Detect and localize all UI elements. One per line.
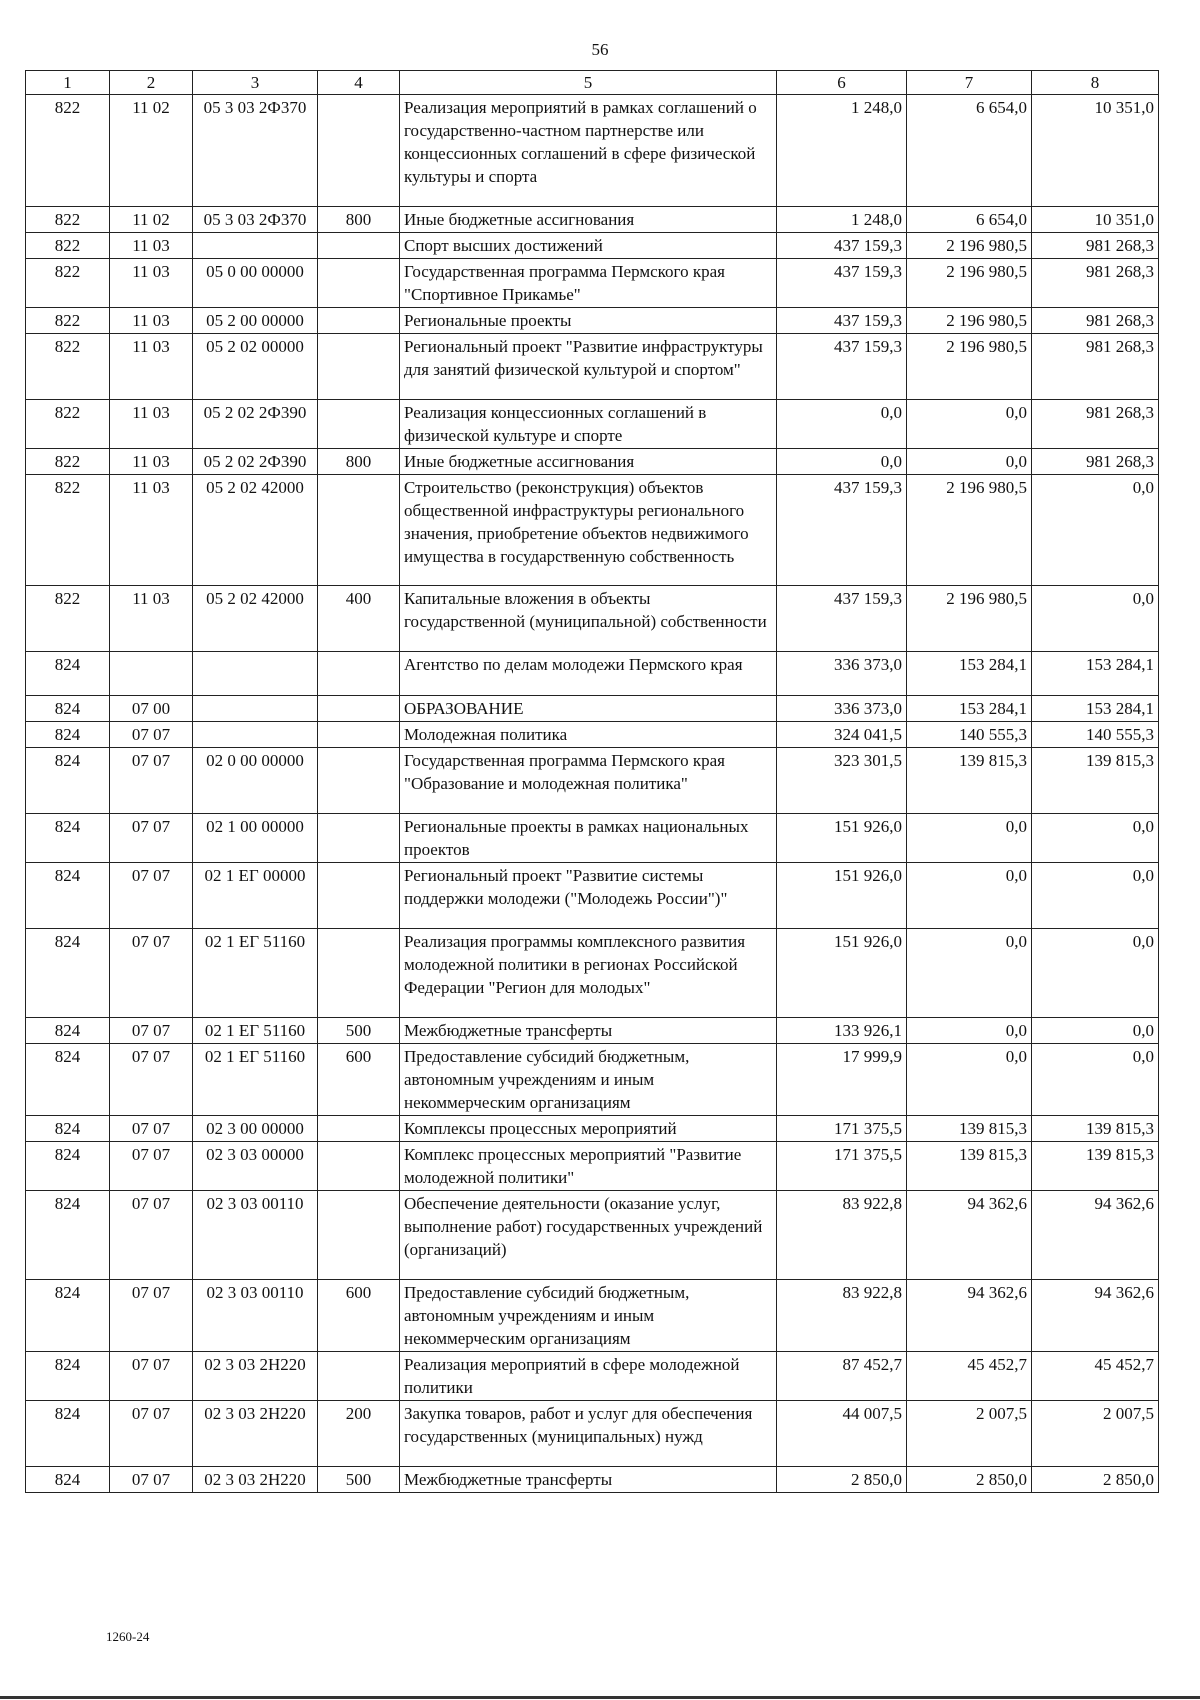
cell-section: 07 07 (110, 1116, 193, 1142)
cell-expense-type: 800 (318, 449, 400, 475)
cell-amount-2024: 2 850,0 (777, 1467, 907, 1493)
cell-amount-2025: 2 196 980,5 (907, 586, 1032, 652)
cell-amount-2025: 2 196 980,5 (907, 259, 1032, 308)
cell-amount-2024: 323 301,5 (777, 748, 907, 814)
cell-name: Реализация программы комплексного развития молодежной политики в регионах Российской Федерации "Регион для молодых" (400, 929, 777, 1018)
cell-target-article: 05 2 00 00000 (193, 308, 318, 334)
cell-section: 11 03 (110, 475, 193, 586)
cell-amount-2025: 2 196 980,5 (907, 334, 1032, 400)
cell-target-article: 02 0 00 00000 (193, 748, 318, 814)
cell-amount-2024: 83 922,8 (777, 1191, 907, 1280)
cell-section: 07 07 (110, 1401, 193, 1467)
cell-section: 07 00 (110, 696, 193, 722)
cell-name: Строительство (реконструкция) объектов общественной инфраструктуры регионального значения, приобретение объектов недвижимого имущества в государственную собственность (400, 475, 777, 586)
cell-amount-2026: 10 351,0 (1032, 207, 1159, 233)
cell-admin-code: 822 (26, 308, 110, 334)
cell-name: Региональный проект "Развитие системы поддержки молодежи ("Молодежь России")" (400, 863, 777, 929)
cell-target-article: 02 1 00 00000 (193, 814, 318, 863)
cell-admin-code: 824 (26, 1401, 110, 1467)
cell-name: Государственная программа Пермского края "Образование и молодежная политика" (400, 748, 777, 814)
cell-target-article: 02 3 03 00110 (193, 1280, 318, 1352)
cell-expense-type (318, 475, 400, 586)
cell-expense-type (318, 400, 400, 449)
cell-admin-code: 824 (26, 696, 110, 722)
cell-section: 11 03 (110, 586, 193, 652)
cell-target-article: 02 3 03 00000 (193, 1142, 318, 1191)
cell-amount-2025: 0,0 (907, 863, 1032, 929)
cell-admin-code: 824 (26, 1191, 110, 1280)
cell-admin-code: 822 (26, 449, 110, 475)
cell-amount-2026: 139 815,3 (1032, 1142, 1159, 1191)
cell-amount-2026: 0,0 (1032, 475, 1159, 586)
cell-name: Предоставление субсидий бюджетным, автономным учреждениям и иным некоммерческим организациям (400, 1044, 777, 1116)
cell-amount-2026: 153 284,1 (1032, 696, 1159, 722)
cell-target-article: 02 1 ЕГ 51160 (193, 1044, 318, 1116)
cell-amount-2024: 324 041,5 (777, 722, 907, 748)
cell-amount-2026: 140 555,3 (1032, 722, 1159, 748)
cell-section: 07 07 (110, 1280, 193, 1352)
table-row (26, 400, 1159, 449)
header-row (26, 71, 1159, 95)
table-row (26, 1044, 1159, 1116)
cell-expense-type: 400 (318, 586, 400, 652)
cell-amount-2026: 139 815,3 (1032, 1116, 1159, 1142)
cell-name: Межбюджетные трансферты (400, 1018, 777, 1044)
cell-name: Закупка товаров, работ и услуг для обеспечения государственных (муниципальных) нужд (400, 1401, 777, 1467)
cell-expense-type (318, 748, 400, 814)
cell-expense-type: 200 (318, 1401, 400, 1467)
table-row (26, 1142, 1159, 1191)
cell-amount-2026: 981 268,3 (1032, 308, 1159, 334)
cell-admin-code: 824 (26, 1467, 110, 1493)
cell-expense-type (318, 696, 400, 722)
cell-target-article: 02 3 03 2Н220 (193, 1352, 318, 1401)
cell-section: 07 07 (110, 1044, 193, 1116)
cell-name: Межбюджетные трансферты (400, 1467, 777, 1493)
cell-amount-2025: 0,0 (907, 1044, 1032, 1116)
cell-amount-2025: 139 815,3 (907, 1142, 1032, 1191)
cell-amount-2024: 171 375,5 (777, 1142, 907, 1191)
table-row (26, 814, 1159, 863)
cell-amount-2024: 437 159,3 (777, 586, 907, 652)
cell-name: Иные бюджетные ассигнования (400, 207, 777, 233)
document-code: 1260-24 (106, 1629, 150, 1644)
cell-admin-code: 824 (26, 1044, 110, 1116)
cell-target-article: 02 1 ЕГ 51160 (193, 1018, 318, 1044)
cell-amount-2025: 2 007,5 (907, 1401, 1032, 1467)
cell-amount-2026: 45 452,7 (1032, 1352, 1159, 1401)
cell-expense-type (318, 1191, 400, 1280)
cell-section: 11 03 (110, 449, 193, 475)
cell-amount-2026: 0,0 (1032, 863, 1159, 929)
cell-admin-code: 824 (26, 929, 110, 1018)
cell-amount-2024: 83 922,8 (777, 1280, 907, 1352)
cell-amount-2025: 94 362,6 (907, 1191, 1032, 1280)
cell-admin-code: 822 (26, 233, 110, 259)
table-row (26, 308, 1159, 334)
cell-target-article: 05 2 02 42000 (193, 475, 318, 586)
cell-expense-type: 600 (318, 1044, 400, 1116)
cell-section: 11 02 (110, 207, 193, 233)
cell-amount-2024: 437 159,3 (777, 233, 907, 259)
column-header: 4 (318, 71, 400, 95)
cell-name: Комплекс процессных мероприятий "Развитие молодежной политики" (400, 1142, 777, 1191)
table-row (26, 863, 1159, 929)
cell-amount-2026: 153 284,1 (1032, 652, 1159, 696)
column-header: 2 (110, 71, 193, 95)
cell-expense-type (318, 334, 400, 400)
table-body (26, 95, 1159, 1493)
cell-amount-2024: 1 248,0 (777, 207, 907, 233)
cell-section: 07 07 (110, 1467, 193, 1493)
cell-name: Капитальные вложения в объекты государственной (муниципальной) собственности (400, 586, 777, 652)
table-row (26, 1352, 1159, 1401)
cell-amount-2024: 171 375,5 (777, 1116, 907, 1142)
cell-section: 07 07 (110, 1191, 193, 1280)
cell-expense-type (318, 95, 400, 207)
cell-name: Агентство по делам молодежи Пермского края (400, 652, 777, 696)
cell-amount-2024: 133 926,1 (777, 1018, 907, 1044)
cell-admin-code: 822 (26, 586, 110, 652)
table-row (26, 748, 1159, 814)
page-bottom-edge (0, 1696, 1200, 1699)
cell-amount-2024: 17 999,9 (777, 1044, 907, 1116)
cell-amount-2026: 0,0 (1032, 1018, 1159, 1044)
budget-table (25, 70, 1159, 1493)
column-header: 8 (1032, 71, 1159, 95)
cell-section: 11 02 (110, 95, 193, 207)
cell-target-article: 05 3 03 2Ф370 (193, 95, 318, 207)
cell-amount-2024: 44 007,5 (777, 1401, 907, 1467)
cell-target-article (193, 722, 318, 748)
cell-name: Спорт высших достижений (400, 233, 777, 259)
table-row (26, 95, 1159, 207)
cell-amount-2024: 336 373,0 (777, 696, 907, 722)
cell-name: Государственная программа Пермского края "Спортивное Прикамье" (400, 259, 777, 308)
cell-name: ОБРАЗОВАНИЕ (400, 696, 777, 722)
cell-amount-2026: 2 850,0 (1032, 1467, 1159, 1493)
cell-amount-2024: 336 373,0 (777, 652, 907, 696)
cell-amount-2024: 437 159,3 (777, 259, 907, 308)
cell-name: Предоставление субсидий бюджетным, автономным учреждениям и иным некоммерческим организациям (400, 1280, 777, 1352)
cell-amount-2025: 0,0 (907, 400, 1032, 449)
cell-amount-2026: 94 362,6 (1032, 1191, 1159, 1280)
cell-section: 07 07 (110, 722, 193, 748)
cell-expense-type (318, 1116, 400, 1142)
cell-amount-2025: 6 654,0 (907, 207, 1032, 233)
cell-amount-2026: 0,0 (1032, 929, 1159, 1018)
cell-amount-2025: 0,0 (907, 1018, 1032, 1044)
cell-amount-2024: 1 248,0 (777, 95, 907, 207)
cell-amount-2024: 0,0 (777, 449, 907, 475)
cell-target-article: 02 1 ЕГ 00000 (193, 863, 318, 929)
table-row (26, 1467, 1159, 1493)
cell-admin-code: 824 (26, 652, 110, 696)
table-row (26, 696, 1159, 722)
column-header: 1 (26, 71, 110, 95)
table-row (26, 652, 1159, 696)
cell-admin-code: 824 (26, 748, 110, 814)
cell-amount-2024: 87 452,7 (777, 1352, 907, 1401)
cell-admin-code: 822 (26, 259, 110, 308)
cell-expense-type (318, 233, 400, 259)
cell-target-article (193, 652, 318, 696)
cell-amount-2026: 94 362,6 (1032, 1280, 1159, 1352)
cell-admin-code: 822 (26, 400, 110, 449)
table-row (26, 929, 1159, 1018)
cell-expense-type: 600 (318, 1280, 400, 1352)
cell-amount-2025: 0,0 (907, 929, 1032, 1018)
cell-amount-2025: 153 284,1 (907, 652, 1032, 696)
cell-amount-2026: 981 268,3 (1032, 334, 1159, 400)
cell-name: Региональный проект "Развитие инфраструктуры для занятий физической культурой и спортом" (400, 334, 777, 400)
cell-name: Региональные проекты в рамках национальных проектов (400, 814, 777, 863)
cell-section: 11 03 (110, 400, 193, 449)
column-header: 6 (777, 71, 907, 95)
table-row (26, 586, 1159, 652)
table-row (26, 1018, 1159, 1044)
cell-amount-2024: 151 926,0 (777, 863, 907, 929)
table-row (26, 1401, 1159, 1467)
cell-target-article (193, 233, 318, 259)
cell-target-article: 02 3 03 00110 (193, 1191, 318, 1280)
cell-amount-2025: 45 452,7 (907, 1352, 1032, 1401)
cell-expense-type (318, 652, 400, 696)
cell-amount-2026: 0,0 (1032, 814, 1159, 863)
cell-amount-2025: 94 362,6 (907, 1280, 1032, 1352)
cell-admin-code: 824 (26, 722, 110, 748)
cell-admin-code: 824 (26, 1018, 110, 1044)
cell-target-article: 05 2 02 2Ф390 (193, 449, 318, 475)
cell-name: Комплексы процессных мероприятий (400, 1116, 777, 1142)
cell-amount-2025: 0,0 (907, 449, 1032, 475)
cell-name: Реализация мероприятий в рамках соглашений о государственно-частном партнерстве или концессионных соглашений в сфере физической культуры и спорта (400, 95, 777, 207)
table-row (26, 259, 1159, 308)
cell-target-article: 02 3 03 2Н220 (193, 1401, 318, 1467)
cell-amount-2025: 140 555,3 (907, 722, 1032, 748)
cell-amount-2025: 139 815,3 (907, 1116, 1032, 1142)
cell-target-article: 05 2 02 42000 (193, 586, 318, 652)
cell-admin-code: 822 (26, 475, 110, 586)
cell-amount-2025: 2 196 980,5 (907, 475, 1032, 586)
cell-amount-2024: 437 159,3 (777, 334, 907, 400)
cell-target-article: 02 1 ЕГ 51160 (193, 929, 318, 1018)
cell-section: 07 07 (110, 1018, 193, 1044)
cell-amount-2025: 2 196 980,5 (907, 308, 1032, 334)
cell-section: 07 07 (110, 1352, 193, 1401)
cell-expense-type (318, 814, 400, 863)
cell-section: 11 03 (110, 334, 193, 400)
cell-target-article: 05 0 00 00000 (193, 259, 318, 308)
cell-expense-type (318, 259, 400, 308)
table-row (26, 334, 1159, 400)
table-row (26, 1191, 1159, 1280)
cell-admin-code: 824 (26, 863, 110, 929)
cell-amount-2024: 151 926,0 (777, 929, 907, 1018)
cell-amount-2025: 0,0 (907, 814, 1032, 863)
cell-amount-2026: 981 268,3 (1032, 449, 1159, 475)
cell-section (110, 652, 193, 696)
cell-amount-2025: 139 815,3 (907, 748, 1032, 814)
table-row (26, 475, 1159, 586)
cell-amount-2026: 2 007,5 (1032, 1401, 1159, 1467)
cell-expense-type: 500 (318, 1018, 400, 1044)
cell-expense-type (318, 1352, 400, 1401)
table-row (26, 449, 1159, 475)
cell-name: Реализация мероприятий в сфере молодежной политики (400, 1352, 777, 1401)
cell-admin-code: 822 (26, 207, 110, 233)
cell-section: 11 03 (110, 308, 193, 334)
table-row (26, 1116, 1159, 1142)
cell-admin-code: 824 (26, 1280, 110, 1352)
cell-target-article: 02 3 00 00000 (193, 1116, 318, 1142)
cell-target-article: 02 3 03 2Н220 (193, 1467, 318, 1493)
cell-expense-type: 800 (318, 207, 400, 233)
cell-section: 11 03 (110, 233, 193, 259)
cell-name: Молодежная политика (400, 722, 777, 748)
cell-target-article: 05 2 02 2Ф390 (193, 400, 318, 449)
page-number: 56 (591, 40, 609, 59)
cell-admin-code: 824 (26, 1116, 110, 1142)
column-header: 3 (193, 71, 318, 95)
cell-name: Обеспечение деятельности (оказание услуг, выполнение работ) государственных учреждений (организаций) (400, 1191, 777, 1280)
cell-expense-type (318, 1142, 400, 1191)
cell-amount-2024: 0,0 (777, 400, 907, 449)
cell-amount-2026: 10 351,0 (1032, 95, 1159, 207)
cell-section: 07 07 (110, 748, 193, 814)
cell-amount-2025: 2 196 980,5 (907, 233, 1032, 259)
cell-amount-2025: 6 654,0 (907, 95, 1032, 207)
cell-admin-code: 824 (26, 814, 110, 863)
table-row (26, 233, 1159, 259)
cell-expense-type (318, 863, 400, 929)
cell-amount-2026: 981 268,3 (1032, 233, 1159, 259)
cell-section: 07 07 (110, 863, 193, 929)
column-header: 7 (907, 71, 1032, 95)
cell-target-article (193, 696, 318, 722)
cell-admin-code: 822 (26, 95, 110, 207)
cell-amount-2024: 437 159,3 (777, 475, 907, 586)
cell-name: Иные бюджетные ассигнования (400, 449, 777, 475)
cell-expense-type (318, 722, 400, 748)
cell-target-article: 05 3 03 2Ф370 (193, 207, 318, 233)
cell-amount-2024: 437 159,3 (777, 308, 907, 334)
table-row (26, 1280, 1159, 1352)
table-row (26, 207, 1159, 233)
cell-target-article: 05 2 02 00000 (193, 334, 318, 400)
cell-name: Региональные проекты (400, 308, 777, 334)
cell-admin-code: 822 (26, 334, 110, 400)
column-header: 5 (400, 71, 777, 95)
cell-section: 07 07 (110, 1142, 193, 1191)
cell-admin-code: 824 (26, 1352, 110, 1401)
cell-section: 07 07 (110, 929, 193, 1018)
cell-amount-2026: 139 815,3 (1032, 748, 1159, 814)
cell-section: 11 03 (110, 259, 193, 308)
cell-amount-2026: 981 268,3 (1032, 400, 1159, 449)
cell-amount-2026: 0,0 (1032, 1044, 1159, 1116)
cell-expense-type (318, 308, 400, 334)
cell-amount-2024: 151 926,0 (777, 814, 907, 863)
cell-amount-2026: 981 268,3 (1032, 259, 1159, 308)
cell-section: 07 07 (110, 814, 193, 863)
cell-expense-type (318, 929, 400, 1018)
cell-amount-2025: 153 284,1 (907, 696, 1032, 722)
cell-amount-2025: 2 850,0 (907, 1467, 1032, 1493)
cell-name: Реализация концессионных соглашений в физической культуре и спорте (400, 400, 777, 449)
table-row (26, 722, 1159, 748)
cell-expense-type: 500 (318, 1467, 400, 1493)
cell-admin-code: 824 (26, 1142, 110, 1191)
cell-amount-2026: 0,0 (1032, 586, 1159, 652)
